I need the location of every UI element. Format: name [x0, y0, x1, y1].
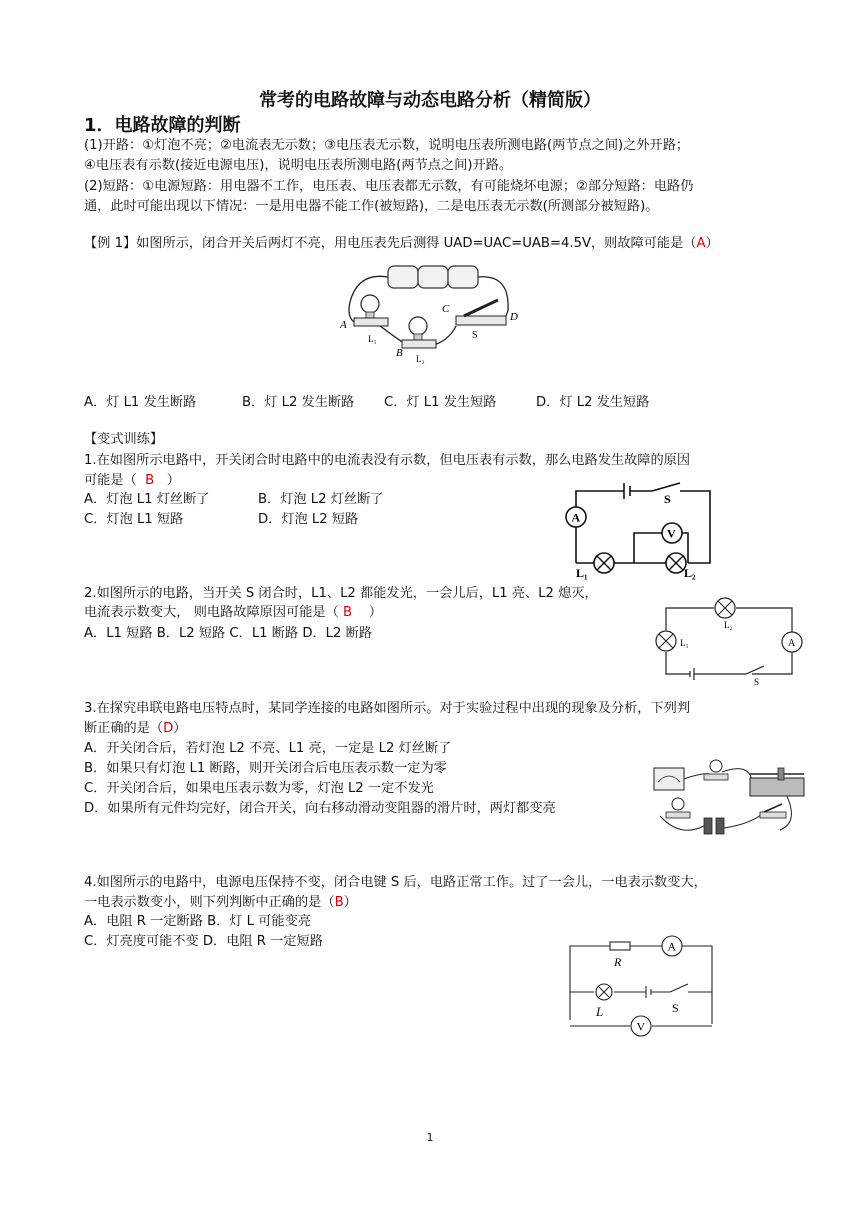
q3-option-d: D．如果所有元件均完好，闭合开关，向右移动滑动变阻器的滑片时，两灯都变亮 — [84, 801, 556, 816]
answer-mark: B — [145, 473, 155, 488]
q1-option-a: A．灯泡 L1 灯丝断了 — [84, 492, 210, 507]
q1-circuit-figure — [560, 483, 715, 578]
intro-line-2: ④电压表有示数(接近电源电压)，说明电压表所测电路(两节点之间)开路。 — [84, 158, 513, 173]
example1-stem: 【例 1】如图所示，闭合开关后两灯不亮，用电压表先后测得 UAD=UAC=UAB=4.5V，则故障可能是（A） — [84, 236, 719, 251]
q1-option-d: D．灯泡 L2 短路 — [258, 512, 359, 527]
label-l2: L₂ — [416, 354, 425, 364]
ammeter-label: A — [571, 510, 581, 525]
voltmeter-label: V — [636, 1019, 646, 1034]
lamp-label: L — [596, 1004, 604, 1019]
q1-option-b: B．灯泡 L2 灯丝断了 — [258, 492, 384, 507]
q4-circuit-figure — [566, 934, 716, 1034]
q1-line-2: 可能是（ B ） — [84, 473, 180, 488]
q4-line-1: 4.如图所示的电路中，电源电压保持不变，闭合电键 S 后，电路正常工作。过了一会儿，一电表示数变大， — [84, 875, 707, 890]
q3-line-2: 断正确的是（D） — [84, 721, 187, 736]
section-heading: 1．电路故障的判断 — [84, 115, 241, 136]
q1-option-c: C．灯泡 L1 短路 — [84, 512, 184, 527]
q4-line-2: 一电表示数变小，则下列判断中正确的是（B） — [84, 895, 357, 910]
q3-option-b: B．如果只有灯泡 L1 断路，则开关闭合后电压表示数一定为零 — [84, 761, 447, 776]
example1-option-c: C．灯 L1 发生短路 — [384, 395, 497, 410]
q2-options: A．L1 短路 B．L2 短路 C．L1 断路 D．L2 断路 — [84, 626, 372, 641]
q4-options-cd: C．灯亮度可能不变 D．电阻 R 一定短路 — [84, 934, 323, 949]
example1-figure — [338, 262, 528, 362]
q2-circuit-figure — [650, 596, 810, 686]
q2-line-2: 电流表示数变大， 则电路故障原因可能是（ B ） — [84, 605, 382, 620]
page-number: 1 — [426, 1131, 434, 1144]
intro-line-3: (2)短路：①电源短路：用电器不工作，电压表、电压表都无示数，有可能烧坏电源；②部分短路：电路仍 — [84, 179, 694, 194]
voltmeter-label: V — [667, 526, 676, 541]
q1-line-1: 1.在如图所示电路中，开关闭合时电路中的电流表没有示数，但电压表有示数，那么电路发生故障的原因 — [84, 453, 691, 468]
example1-option-b: B．灯 L2 发生断路 — [242, 395, 355, 410]
answer-mark: B — [334, 895, 344, 910]
label-c: C — [442, 303, 450, 315]
q4-options-ab: A．电阻 R 一定断路 B．灯 L 可能变亮 — [84, 914, 311, 929]
example1-option-a: A．灯 L1 发生断路 — [84, 395, 197, 410]
label-l1: L₁ — [368, 334, 377, 344]
answer-mark: B — [342, 605, 353, 620]
switch-label: S — [664, 492, 671, 506]
lamp-l2-label: L₂ — [684, 566, 696, 580]
switch-label: S — [754, 677, 760, 687]
q3-option-a: A．开关闭合后，若灯泡 L2 不亮、L1 亮，一定是 L2 灯丝断了 — [84, 741, 452, 756]
label-a: A — [340, 319, 347, 331]
variant-header: 【变式训练】 — [84, 432, 164, 447]
lamp-l1-label: L₁ — [576, 566, 588, 580]
label-d: D — [510, 311, 518, 323]
q2-line-1: 2.如图所示的电路，当开关 S 闭合时，L1、L2 都能发光，一会儿后，L1 亮、L2 熄灭， — [84, 586, 598, 601]
answer-mark: A — [696, 236, 706, 251]
label-s: S — [472, 330, 478, 341]
resistor-label: R — [614, 955, 622, 969]
ammeter-label: A — [667, 939, 677, 954]
answer-mark: D — [163, 721, 174, 736]
intro-line-1: (1)开路：①灯泡不亮；②电流表无示数；③电压表无示数，说明电压表所测电路(两节点之间)之外开路； — [84, 138, 690, 153]
q3-line-1: 3.在探究串联电路电压特点时，某同学连接的电路如图所示。对于实验过程中出现的现象及分析，下列判 — [84, 701, 691, 716]
label-b: B — [396, 347, 403, 359]
q3-apparatus-figure — [640, 752, 810, 844]
q3-option-c: C．开关闭合后，如果电压表示数为零，灯泡 L2 一定不发光 — [84, 781, 434, 796]
example1-option-d: D．灯 L2 发生短路 — [536, 395, 650, 410]
lamp-l1-label: L₁ — [680, 638, 689, 648]
lamp-l2-label: L₂ — [724, 620, 733, 630]
ammeter-label: A — [788, 638, 796, 649]
switch-label: S — [672, 1001, 679, 1015]
page-title: 常考的电路故障与动态电路分析（精简版） — [259, 90, 601, 111]
intro-line-4: 通，此时可能出现以下情况：一是用电器不能工作(被短路)，二是电压表无示数(所测部分被短路)。 — [84, 199, 659, 214]
